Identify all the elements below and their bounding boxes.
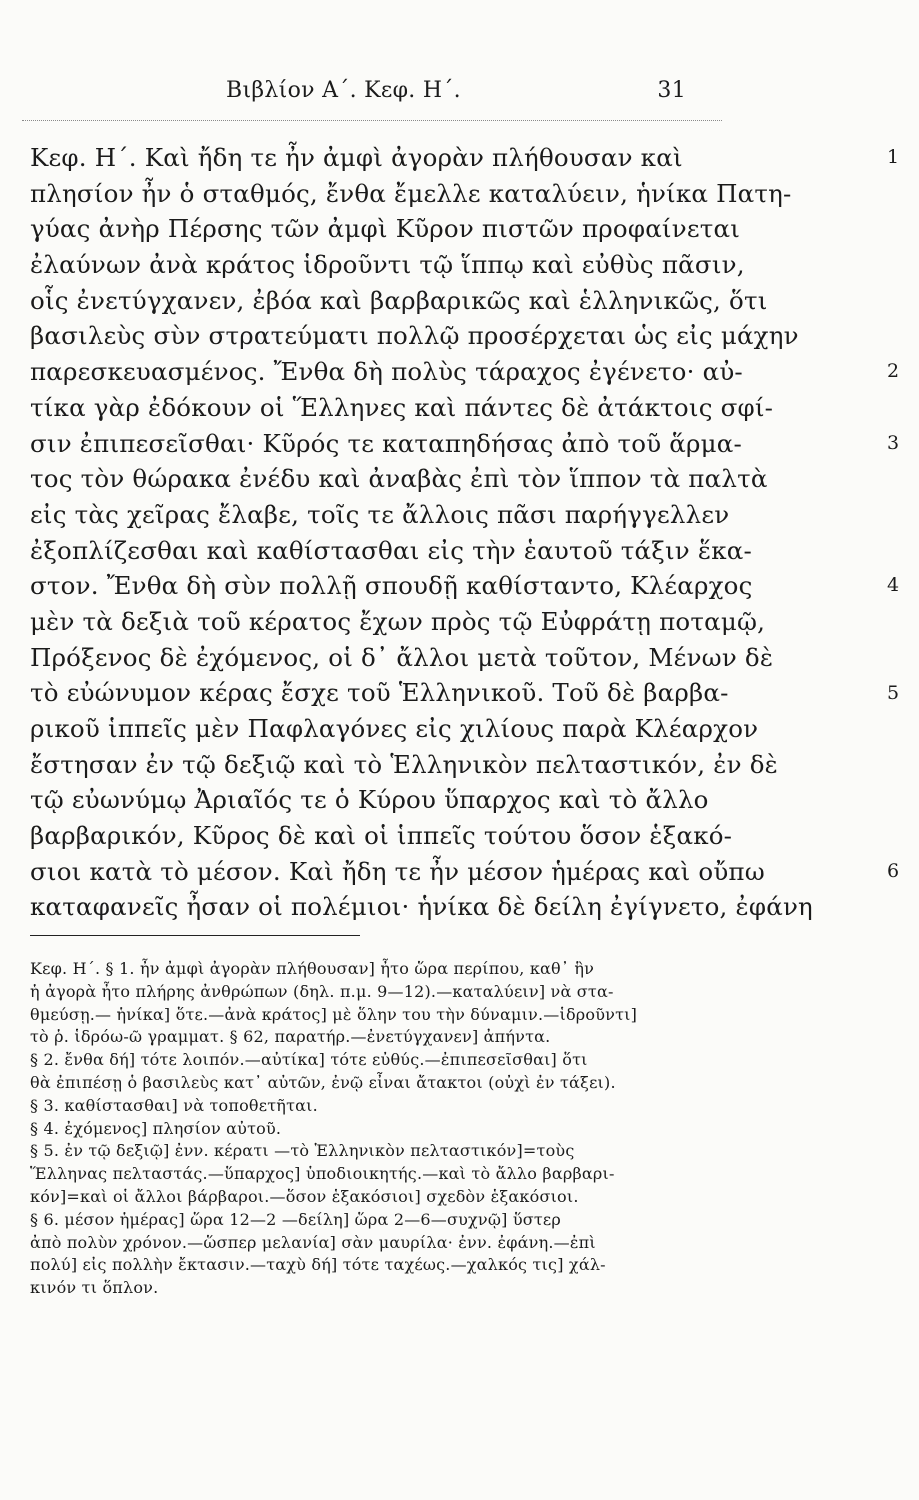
text-line: βασιλεὺς σὺν στρατεύματι πολλῷ προσέρχεται ὡς εἰς μάχην [30,321,799,351]
text-line: τῷ εὐωνύμῳ Ἀριαῖός τε ὁ Κύρου ὕπαρχος καὶ τὸ ἄλλο [30,785,709,815]
note-line: κινόν τι ὅπλον. [30,1278,159,1298]
text-line: πλησίον ἦν ὁ σταθμός, ἔνθα ἔμελλε καταλύειν, ἡνίκα Πατη- [30,178,792,208]
section-number: 6 [887,860,900,882]
note-line: τὸ ῥ. ἱδρόω-ῶ γραμματ. § 62, παρατήρ.—ἐνετύγχανεν] ἀπήντα. [30,1027,551,1047]
text-line: παρεσκευασμένος. Ἔνθα δὴ πολὺς τάραχος ἐγένετο· αὐ- [30,357,743,387]
note-line: ἡ ἀγορὰ ἦτο πλήρης ἀνθρώπων (δηλ. π.μ. 9—12).—καταλύειν] νὰ στα- [30,981,614,1001]
text-line: τος τὸν θώρακα ἐνέδυ καὶ ἀναβὰς ἐπὶ τὸν ἵππον τὰ παλτὰ [30,464,768,494]
note-line: Κεφ. Η΄. § 1. ἦν ἀμφὶ ἀγορὰν πλήθουσαν] ἦτο ὥρα περίπου, καθ᾽ ἣν [30,959,595,978]
text-line: οἷς ἐνετύγχανεν, ἐβόα καὶ βαρβαρικῶς καὶ ἑλληνικῶς, ὅτι [30,285,768,315]
text-line: σιν ἐπιπεσεῖσθαι· Κῦρός τε καταπηδήσας ἀπὸ τοῦ ἅρμα- [30,428,742,458]
text-line: βαρβαρικόν, Κῦρος δὲ καὶ οἱ ἱππεῖς τούτου ὅσον ἑξακό- [30,821,733,851]
text-line: γύας ἀνὴρ Πέρσης τῶν ἀμφὶ Κῦρον πιστῶν προφαίνεται [30,214,741,244]
text-line: ἐξοπλίζεσθαι καὶ καθίστασθαι εἰς τὴν ἑαυτοῦ τάξιν ἕκα- [30,535,752,565]
text-line: ρικοῦ ἱππεῖς μὲν Παφλαγόνες εἰς χιλίους παρὰ Κλέαρχον [30,714,759,743]
text-line: καταφανεῖς ἦσαν οἱ πολέμιοι· ἡνίκα δὲ δείλη ἐγίγνετο, ἐφάνη [30,892,813,922]
note-line: κόν]=καὶ οἱ ἄλλοι βάρβαροι.—ὅσον ἑξακόσιοι] σχεδὸν ἑξακόσιοι. [30,1186,579,1206]
text-line: Πρόξενος δὲ ἐχόμενος, οἱ δ᾽ ἄλλοι μετὰ τοῦτον, Μένων δὲ [30,642,774,672]
section-number: 2 [887,360,900,383]
note-line: § 5. ἐν τῷ δεξιῷ] ἐνν. κέρατι —τὸ Ἑλληνικὸν πελταστικόν]=τοὺς [30,1141,575,1161]
commentary-notes [30,958,720,1300]
text-line: στον. Ἔνθα δὴ σὺν πολλῇ σπουδῇ καθίσταντο, Κλέαρχος [30,571,753,601]
section-number: 1 [887,146,900,168]
page-number: 31 [657,78,686,103]
text-line: ἐλαύνων ἀνὰ κράτος ἱδροῦντι τῷ ἵππῳ καὶ εὐθὺς πᾶσιν, [30,250,745,280]
footnote-rule [30,935,360,936]
section-number: 4 [887,574,900,597]
note-line: § 4. ἐχόμενος] πλησίον αὐτοῦ. [30,1118,282,1138]
section-number: 5 [887,681,900,704]
text-line: τίκα γὰρ ἐδόκουν οἱ Ἕλληνες καὶ πάντες δὲ ἀτάκτοις σφί- [30,392,774,422]
text-line: σιοι κατὰ τὸ μέσον. Καὶ ἤδη τε ἦν μέσον ἡμέρας καὶ οὔπω [30,856,765,886]
note-line: ἀπὸ πολὺν χρόνον.—ὥσπερ μελανία] σὰν μαυρίλα· ἐνν. ἐφάνη.—ἐπὶ [30,1232,596,1252]
main-text [30,140,813,925]
note-line: § 6. μέσον ἡμέρας] ὥρα 12—2 —δείλη] ὥρα 2—6—συχνῷ] ὕστερ [30,1209,562,1229]
text-line: τὸ εὐώνυμον κέρας ἔσχε τοῦ Ἑλληνικοῦ. Τοῦ δὲ βαρβα- [30,678,729,708]
note-line: θὰ ἐπιπέσῃ ὁ βασιλεὺς κατ᾽ αὐτῶν, ἐνῷ εἶναι ἄτακτοι (οὐχὶ ἐν τάξει). [30,1072,616,1092]
text-line: μὲν τὰ δεξιὰ τοῦ κέρατος ἔχων πρὸς τῷ Εὐφράτῃ ποταμῷ, [30,606,766,636]
section-number: 3 [887,431,900,454]
header-rule [22,120,722,121]
text-line: ἔστησαν ἐν τῷ δεξιῷ καὶ τὸ Ἑλληνικὸν πελταστικόν, ἐν δὲ [30,749,779,779]
note-line: θμεύσῃ.— ἡνίκα] ὅτε.—ἀνὰ κράτος] μὲ ὅλην του τὴν δύναμιν.—ἱδροῦντι] [30,1004,638,1024]
note-line: § 3. καθίστασθαι] νὰ τοποθετῆται. [30,1095,318,1115]
note-line: § 2. ἔνθα δή] τότε λοιπόν.—αὐτίκα] τότε εὐθύς.—ἐπιπεσεῖσθαι] ὅτι [30,1050,588,1070]
running-title: Βιβλίον Α΄. Κεφ. Η΄. [226,78,461,103]
note-line: Ἕλληνας πελταστάς.—ὕπαρχος] ὑποδιοικητής.—καὶ τὸ ἄλλο βαρβαρι- [30,1164,615,1184]
text-line: εἰς τὰς χεῖρας ἔλαβε, τοῖς τε ἄλλοις πᾶσι παρήγγελλεν [30,499,730,529]
text-line: Κεφ. Η΄. Καὶ ἤδη τε ἦν ἀμφὶ ἀγορὰν πλήθουσαν καὶ [30,143,683,172]
note-line: πολύ] εἰς πολλὴν ἔκτασιν.—ταχὺ δή] τότε ταχέως.—χαλκός τις] χάλ- [30,1255,606,1275]
running-header [226,78,686,103]
